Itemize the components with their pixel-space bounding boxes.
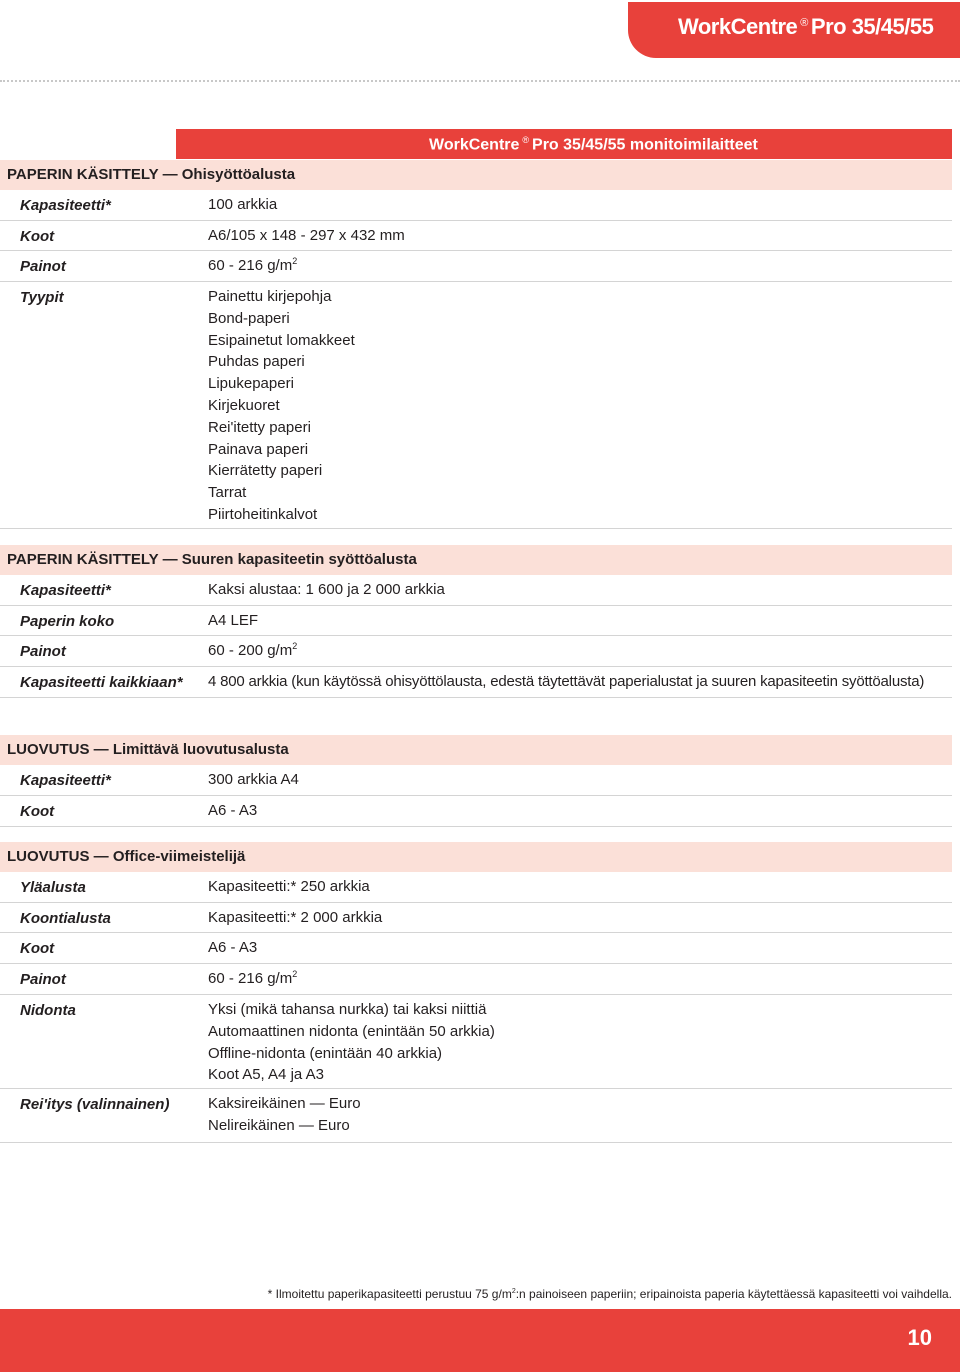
spec-row (0, 765, 952, 796)
spec-label: Nidonta (20, 1002, 76, 1019)
spec-row (0, 933, 952, 964)
section-title: LUOVUTUS — Office-viimeistelijä (7, 848, 246, 865)
header-model: Pro 35/45/55 (810, 14, 934, 39)
spec-row (0, 251, 952, 282)
footnote-text: :n painoiseen paperiin; eripainoista paperia käytettäessä kapasiteetti voi vaihdella. (515, 1287, 952, 1301)
spec-row (0, 903, 952, 933)
spec-row (0, 636, 952, 667)
spec-value: Kaksi alustaa: 1 600 ja 2 000 arkkia (208, 581, 445, 598)
spec-value-list (208, 999, 495, 1086)
dotted-divider (0, 80, 960, 82)
registered-mark: ® (522, 135, 530, 145)
weight-value: 60 - 216 g/m (208, 257, 293, 274)
spec-value: Kapasiteetti:* 2 000 arkkia (208, 909, 383, 926)
list-item: Koot A5, A4 ja A3 (208, 1066, 324, 1084)
list-item: Piirtoheitinkalvot (208, 505, 318, 523)
unit-superscript: 2 (511, 1288, 516, 1295)
spec-label: Kapasiteetti* (20, 772, 111, 789)
spec-value (208, 968, 297, 990)
section-title: PAPERIN KÄSITTELY — Suuren kapasiteetin syöttöalusta (7, 551, 417, 568)
header-title (678, 14, 933, 40)
spec-value: A4 LEF (208, 612, 259, 629)
header-tab (628, 2, 960, 58)
spec-value (208, 640, 297, 662)
section-title: PAPERIN KÄSITTELY — Ohisyöttöalusta (7, 166, 296, 183)
footnote (268, 1287, 952, 1301)
list-item: Automaattinen nidonta (enintään 50 arkkia) (208, 1022, 495, 1040)
spec-row (0, 190, 952, 221)
spec-row (0, 221, 952, 251)
spec-value (208, 255, 297, 277)
section-title: LUOVUTUS — Limittävä luovutusalusta (7, 741, 289, 758)
spec-label: Painot (20, 971, 66, 988)
spec-label: Kapasiteetti* (20, 582, 111, 599)
list-item: Rei'itetty paperi (208, 418, 311, 436)
spec-row (0, 995, 952, 1089)
spec-value: 4 800 arkkia (kun käytössä ohisyöttölausta, edestä täytettävät paperialustat ja suuren kapasiteetin syöttöalusta) (208, 673, 925, 690)
list-item: Tarrat (208, 484, 247, 502)
list-item: Puhdas paperi (208, 353, 305, 371)
spec-label: Koontialusta (20, 910, 111, 927)
spec-label: Kapasiteetti kaikkiaan* (20, 674, 183, 691)
spec-value: 100 arkkia (208, 196, 278, 213)
spec-label: Painot (20, 643, 66, 660)
header-brand: WorkCentre (678, 14, 798, 39)
section-heading (0, 842, 952, 872)
unit-superscript: 2 (292, 641, 298, 651)
footer-band (0, 1309, 960, 1372)
title-band-text (429, 135, 758, 154)
footnote-text: * Ilmoitettu paperikapasiteetti perustuu 75 g/m (267, 1287, 512, 1301)
spec-row (0, 606, 952, 636)
spec-label: Koot (20, 940, 55, 957)
spec-value: A6 - A3 (208, 939, 258, 956)
spec-row (0, 575, 952, 606)
unit-superscript: 2 (292, 256, 298, 266)
list-item: Kaksireikäinen — Euro (208, 1095, 361, 1112)
spec-label: Yläalusta (20, 879, 86, 896)
spec-value: 300 arkkia A4 (208, 771, 299, 788)
spec-label: Painot (20, 258, 66, 275)
list-item: Nelireikäinen — Euro (208, 1116, 350, 1134)
list-item: Offline-nidonta (enintään 40 arkkia) (208, 1044, 443, 1062)
band-title: Pro 35/45/55 monitoimilaitteet (532, 136, 758, 154)
band-brand: WorkCentre (429, 136, 520, 154)
spec-label: Koot (20, 803, 55, 820)
section-heading (0, 545, 952, 575)
spec-row (0, 282, 952, 529)
list-item: Lipukepaperi (208, 375, 294, 393)
title-band (176, 129, 952, 159)
list-item: Kierrätetty paperi (208, 462, 323, 480)
list-item: Yksi (mikä tahansa nurkka) tai kaksi niittiä (208, 1001, 487, 1018)
spec-row (0, 796, 952, 827)
spec-value: A6 - A3 (208, 802, 258, 819)
spec-value: A6/105 x 148 - 297 x 432 mm (208, 227, 405, 244)
spec-value-list (208, 286, 355, 526)
list-item: Painava paperi (208, 440, 309, 458)
section-heading (0, 160, 952, 190)
registered-mark: ® (800, 16, 808, 29)
list-item: Kirjekuoret (208, 396, 280, 414)
spec-label: Paperin koko (20, 613, 115, 630)
list-item: Painettu kirjepohja (208, 288, 332, 305)
spec-row (0, 872, 952, 903)
spec-label: Rei'itys (valinnainen) (20, 1096, 170, 1113)
spec-row (0, 964, 952, 995)
section-heading (0, 735, 952, 765)
list-item: Esipainetut lomakkeet (208, 331, 355, 349)
spec-label: Koot (20, 228, 55, 245)
spec-label: Tyypit (20, 289, 64, 306)
spec-value: Kapasiteetti:* 250 arkkia (208, 878, 370, 895)
unit-superscript: 2 (292, 969, 298, 979)
weight-value: 60 - 216 g/m (208, 970, 293, 987)
list-item: Bond-paperi (208, 309, 290, 327)
page-number: 10 (907, 1325, 932, 1350)
spec-row (0, 1089, 952, 1143)
spec-row (0, 667, 952, 698)
spec-label: Kapasiteetti* (20, 197, 111, 214)
spec-value-list (208, 1093, 361, 1137)
weight-value: 60 - 200 g/m (208, 642, 293, 659)
